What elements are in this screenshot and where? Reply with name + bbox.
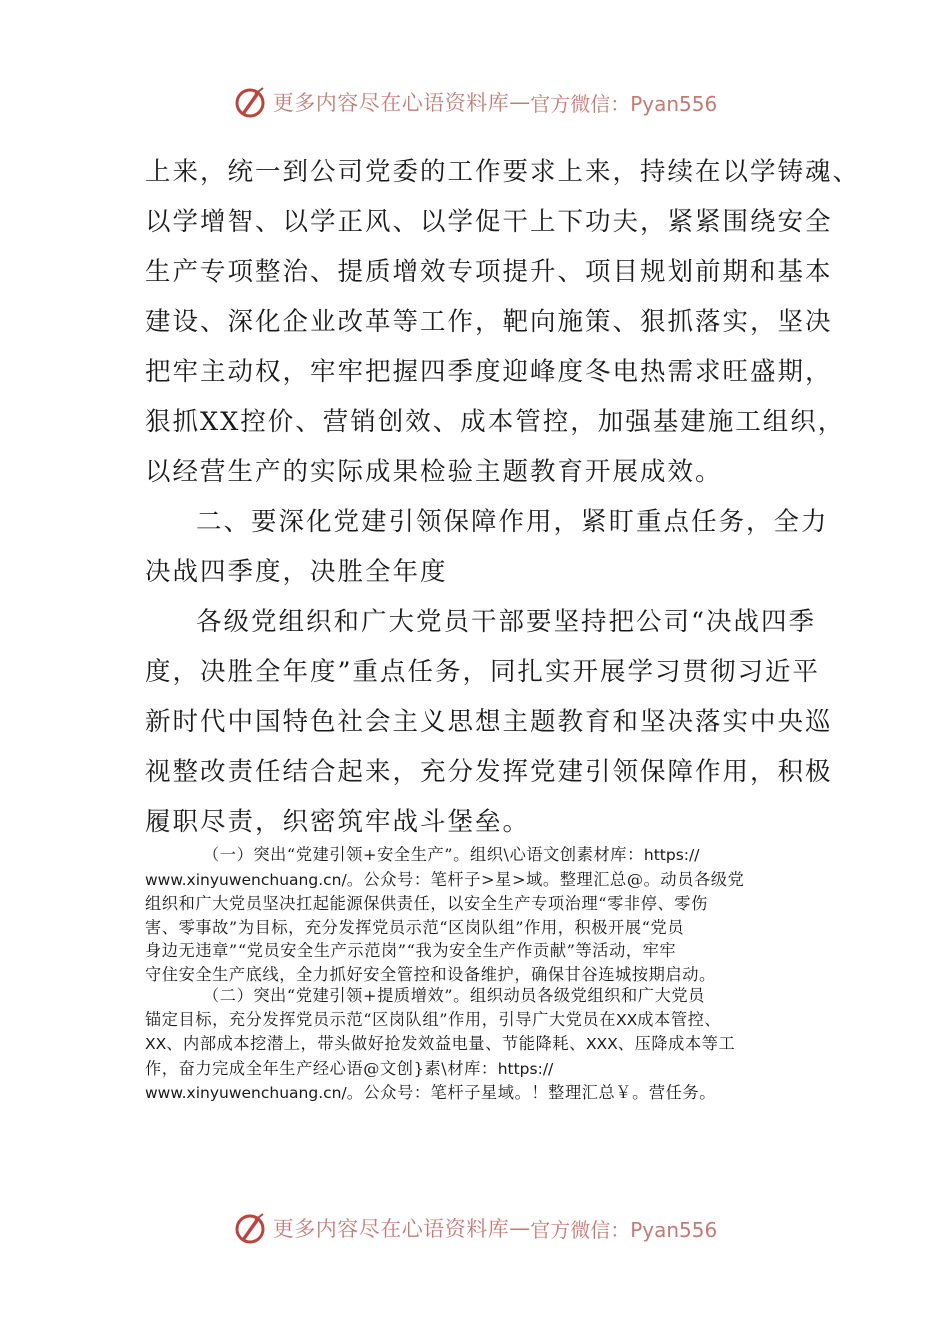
text-line: 以学增智、以学正风、以学促干上下功夫，紧紧围绕安全 — [145, 207, 833, 237]
small-section-one — [145, 843, 805, 986]
small-section-two — [145, 984, 805, 1106]
banner-dash: — — [509, 90, 531, 114]
text-line: 把牢主动权，牢牢把握四季度迎峰度冬电热需求旺盛期， — [145, 357, 833, 387]
banner-wechat-text: 官方微信：Pyan556 — [530, 1217, 718, 1242]
small-line: 身边无违章”“党员安全生产示范岗”“我为安全生产作贡献”等活动，牢牢 — [145, 941, 677, 960]
small-line: （二）突出“党建引领+提质增效”。组织动员各级党组织和广大党员 — [203, 986, 705, 1005]
small-line: 作，奋力完成全年生产经心语@文创}素\材库：https:// — [145, 1058, 554, 1078]
banner-main-text: 更多内容尽在心语资料库 — [272, 1217, 510, 1241]
text-line: 生产专项整治、提质增效专项提升、项目规划前期和基本 — [145, 257, 833, 287]
text-line: 度，决胜全年度”重点任务，同扎实开展学习贯彻习近平 — [145, 657, 821, 687]
heading-line: 决战四季度，决胜全年度 — [145, 557, 448, 587]
text-line: 各级党组织和广大党员干部要坚持把公司“决战四季 — [196, 607, 817, 637]
footer-watermark-banner — [0, 1208, 950, 1248]
banner-wechat-text: 官方微信：Pyan556 — [530, 91, 718, 116]
heading-line: 二、要深化党建引领保障作用，紧盯重点任务，全力 — [196, 507, 829, 537]
text-line: 新时代中国特色社会主义思想主题教育和坚决落实中央巡 — [145, 707, 833, 737]
text-line: 建设、深化企业改革等工作，靶向施策、狠抓落实，坚决 — [145, 307, 833, 337]
text-line: 履职尽责，织密筑牢战斗堡垒。 — [145, 807, 531, 837]
text-line: 以经营生产的实际成果检验主题教育开展成效。 — [145, 457, 723, 487]
banner-main-text: 更多内容尽在心语资料库 — [272, 91, 510, 115]
small-line: www.xinyuwenchuang.cn/。公众号：笔杆子星域。！整理汇总￥。营任务。 — [145, 1083, 717, 1102]
main-paragraph — [145, 147, 861, 497]
pen-logo-icon — [233, 84, 269, 120]
section-heading — [145, 497, 829, 597]
small-line: （一）突出“党建引领+安全生产”。组织\心语文创素材库：https:// — [203, 845, 700, 864]
small-line: XX、内部成本挖潜上，带头做好抢发效益电量、节能降耗、XXX、压降成本等工 — [145, 1034, 736, 1053]
text-line: 上来，统一到公司党委的工作要求上来，持续在以学铸魂、 — [145, 157, 861, 187]
small-line: 守住安全生产底线，全力抓好安全管控和设备维护，确保甘谷连城按期启动。 — [145, 964, 716, 984]
text-line: 狠抓XX控价、营销创效、成本管控，加强基建施工组织， — [145, 407, 846, 437]
small-line: 害、零事故”为目标，充分发挥党员示范“区岗队组”作用，积极开展“党员 — [145, 917, 685, 937]
pen-logo-icon — [233, 1210, 269, 1246]
text-line: 视整改责任结合起来，充分发挥党建引领保障作用，积极 — [145, 757, 833, 787]
small-line: 锚定目标，充分发挥党员示范“区岗队组”作用，引导广大党员在XX成本管控、 — [145, 1009, 722, 1029]
section-paragraph — [145, 597, 833, 847]
small-line: 组织和广大党员坚决扛起能源保供责任，以安全生产专项治理“零非停、零伤 — [145, 894, 708, 913]
small-line: www.xinyuwenchuang.cn/。公众号：笔杆子>星>域。整理汇总@。动员各级党 — [145, 869, 745, 889]
header-watermark-banner — [0, 82, 950, 122]
banner-dash: — — [509, 1216, 531, 1240]
